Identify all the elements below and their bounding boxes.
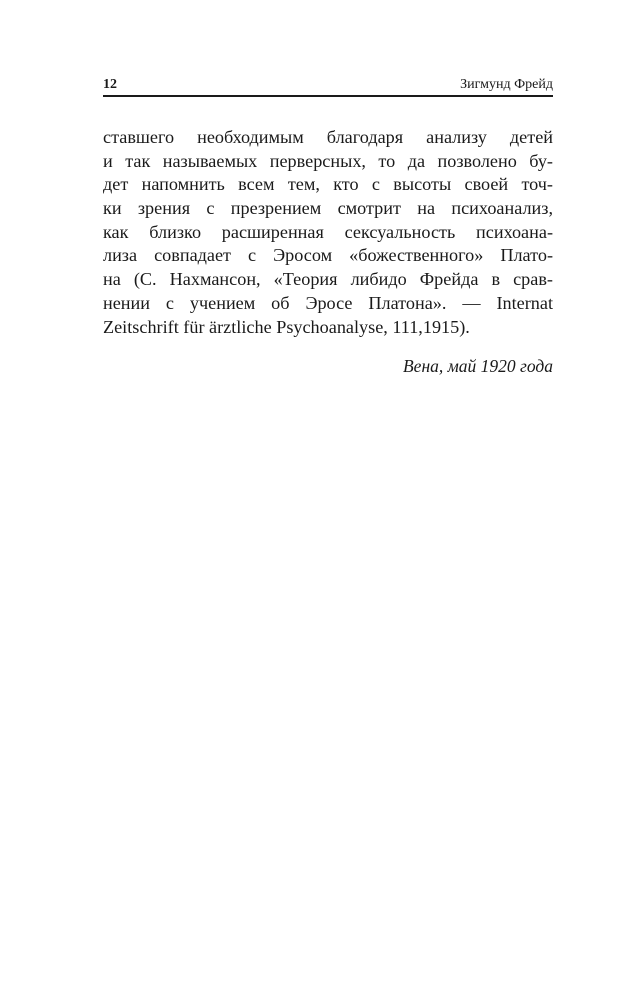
text-line: как близко расширенная сексуальность психоана- — [103, 221, 553, 242]
running-head-author: Зигмунд Фрейд — [460, 77, 553, 92]
text-line: лиза совпадает с Эросом «божественного» Плато- — [103, 245, 553, 266]
body-paragraph — [103, 126, 553, 339]
header-rule — [103, 95, 553, 97]
text-line: на (С. Нахмансон, «Теория либидо Фрейда в срав- — [103, 269, 553, 290]
text-line: нении с учением об Эросе Платона». — Internat — [103, 292, 553, 313]
text-line: Zeitschrift für ärztliche Psychoanalyse, 111,1915). — [103, 316, 470, 337]
running-head — [103, 72, 553, 96]
book-page — [103, 0, 553, 1001]
text-line: дет напомнить всем тем, кто с высоты своей точ- — [103, 174, 553, 195]
place-date-signature: Вена, май 1920 года — [402, 356, 553, 376]
page-number: 12 — [103, 77, 117, 92]
text-line: и так называемых перверсных, то да позволено бу- — [103, 150, 553, 171]
text-line: ставшего необходимым благодаря анализу детей — [103, 127, 553, 147]
text-line: ки зрения с презрением смотрит на психоанализ, — [103, 198, 553, 219]
